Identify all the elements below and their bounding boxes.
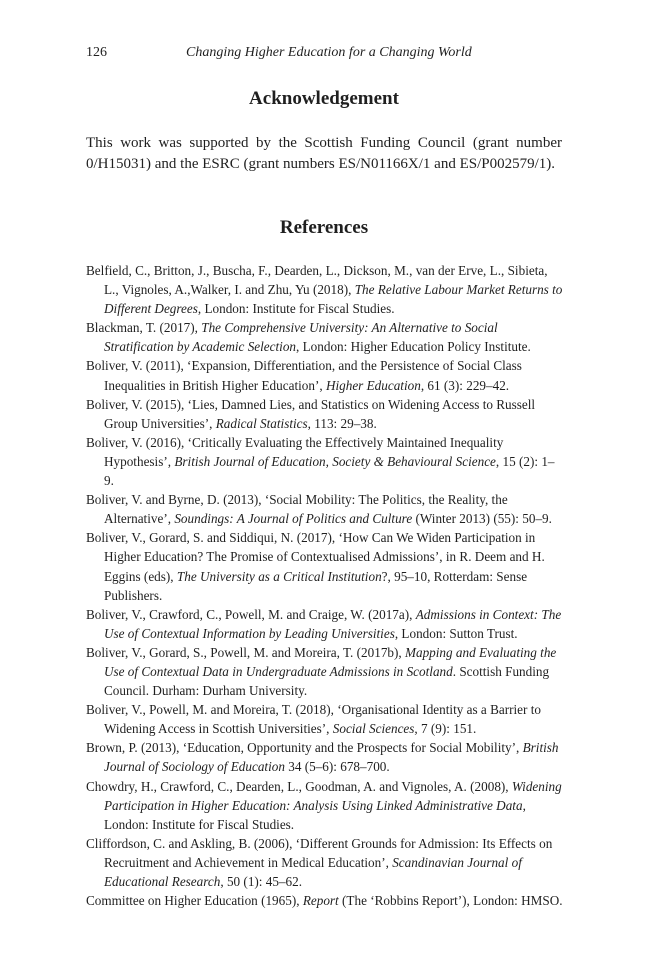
reference-entry xyxy=(86,643,564,700)
reference-list xyxy=(86,261,564,910)
reference-text: Boliver, V. (2011), ‘Expansion, Differentiation, and the Persistence of Social Class Inequalities in British Higher Education’, xyxy=(86,358,522,393)
reference-entry xyxy=(86,395,564,433)
reference-entry xyxy=(86,891,564,910)
reference-details: , 61 (3): 229–42. xyxy=(420,377,510,393)
reference-details: (The ‘Robbins Report’), London: HMSO. xyxy=(338,893,563,909)
reference-entry xyxy=(86,777,564,834)
reference-details: , London: Higher Education Policy Institute. xyxy=(296,339,531,355)
reference-text: Brown, P. (2013), ‘Education, Opportunity and the Prospects for Social Mobility’, xyxy=(86,740,523,756)
acknowledgement-text: This work was supported by the Scottish Funding Council (grant number 0/H15031) and the ESRC (grant numbers ES/N01166X/1 and ES/P002579/1). xyxy=(86,135,562,172)
reference-entry xyxy=(86,605,564,643)
reference-text: Boliver, V. and Byrne, D. (2013), ‘Social Mobility: The Politics, the Reality, the Alternative’, xyxy=(86,492,508,527)
reference-title: Social Sciences xyxy=(332,721,415,737)
reference-details: (Winter 2013) (55): 50–9. xyxy=(412,511,552,527)
reference-details: , 113: 29–38. xyxy=(307,415,377,431)
reference-details: , 7 (9): 151. xyxy=(414,721,477,737)
reference-details: 34 (5–6): 678–700. xyxy=(284,759,390,775)
reference-entry xyxy=(86,261,564,318)
reference-text: Boliver, V., Powell, M. and Moreira, T. (2018), ‘Organisational Identity as a Barrier to Widening Access in Scottish Universities’, xyxy=(86,702,541,737)
acknowledgement-heading: Acknowledgement xyxy=(249,88,399,109)
reference-title: Radical Statistics xyxy=(215,415,308,431)
reference-title: Mapping and Evaluating the Use of Contextual Data in Undergraduate Admissions in Scotland xyxy=(104,644,557,679)
reference-entry xyxy=(86,318,564,356)
reference-entry xyxy=(86,433,564,490)
reference-title: Soundings: A Journal of Politics and Culture xyxy=(174,511,413,527)
reference-text: Cliffordson, C. and Askling, B. (2006), ‘Different Grounds for Admission: Its Effects on Recruitment and Achievement in Medical Education’, xyxy=(86,835,553,870)
reference-text: Belfield, C., Britton, J., Buscha, F., Dearden, L., Dickson, M., van der Erve, L., Sibieta, L., Vignoles, A.,Walker, I. and Zhu, Yu (2018), xyxy=(86,263,548,298)
reference-text: Blackman, T. (2017), xyxy=(86,320,202,336)
reference-details: , 15 (2): 1–9. xyxy=(104,453,555,489)
reference-title: The University as a Critical Institution xyxy=(176,568,382,584)
reference-text: Boliver, V. (2015), ‘Lies, Damned Lies, and Statistics on Widening Access to Russell Group Universities’, xyxy=(86,396,536,431)
page-number: 126 xyxy=(86,45,107,60)
reference-title: Higher Education xyxy=(325,377,421,393)
reference-title: British Journal of Sociology of Education xyxy=(104,740,559,775)
reference-title: British Journal of Education, Society & Behavioural Science xyxy=(174,453,496,469)
reference-text: Chowdry, H., Crawford, C., Dearden, L., Goodman, A. and Vignoles, A. (2008), xyxy=(86,778,512,794)
reference-text: Boliver, V., Gorard, S. and Siddiqui, N. (2017), ‘How Can We Widen Participation in Higher Education? The Promise of Contextualised Admissions’, in R. Deem and H. Eggins (eds), xyxy=(86,530,545,584)
reference-title: Scandinavian Journal of Educational Research xyxy=(104,854,522,889)
reference-entry xyxy=(86,700,564,738)
reference-text: Boliver, V., Crawford, C., Powell, M. and Craige, W. (2017a), xyxy=(86,606,416,622)
reference-title: The Comprehensive University: An Alternative to Social Stratification by Academic Selection xyxy=(104,320,498,355)
reference-text: Committee on Higher Education (1965), xyxy=(86,893,303,909)
reference-details: . Scottish Funding Council. Durham: Durham University. xyxy=(104,663,550,699)
reference-title: Admissions in Context: The Use of Contextual Information by Leading Universities xyxy=(104,606,562,641)
reference-title: Widening Participation in Higher Education: Analysis Using Linked Administrative Data xyxy=(104,778,562,813)
reference-text: Boliver, V., Gorard, S., Powell, M. and Moreira, T. (2017b), xyxy=(86,644,405,660)
reference-entry xyxy=(86,738,564,776)
reference-title: Report xyxy=(302,893,339,909)
reference-entry xyxy=(86,528,564,604)
reference-details: ?, 95–10, Rotterdam: Sense Publishers. xyxy=(104,568,528,603)
reference-details: , 50 (1): 45–62. xyxy=(220,874,303,889)
references-heading: References xyxy=(279,217,369,238)
reference-entry xyxy=(86,356,564,394)
reference-text: Boliver, V. (2016), ‘Critically Evaluating the Effectively Maintained Inequality Hypothesis’, xyxy=(86,434,504,469)
reference-entry xyxy=(86,834,564,891)
reference-entry xyxy=(86,490,564,528)
running-title: Changing Higher Education for a Changing World xyxy=(186,45,472,60)
reference-details: , London: Sutton Trust. xyxy=(394,625,518,641)
reference-title: The Relative Labour Market Returns to Different Degrees xyxy=(104,282,563,317)
reference-details: , London: Institute for Fiscal Studies. xyxy=(197,301,395,317)
reference-details: , London: Institute for Fiscal Studies. xyxy=(104,797,526,832)
